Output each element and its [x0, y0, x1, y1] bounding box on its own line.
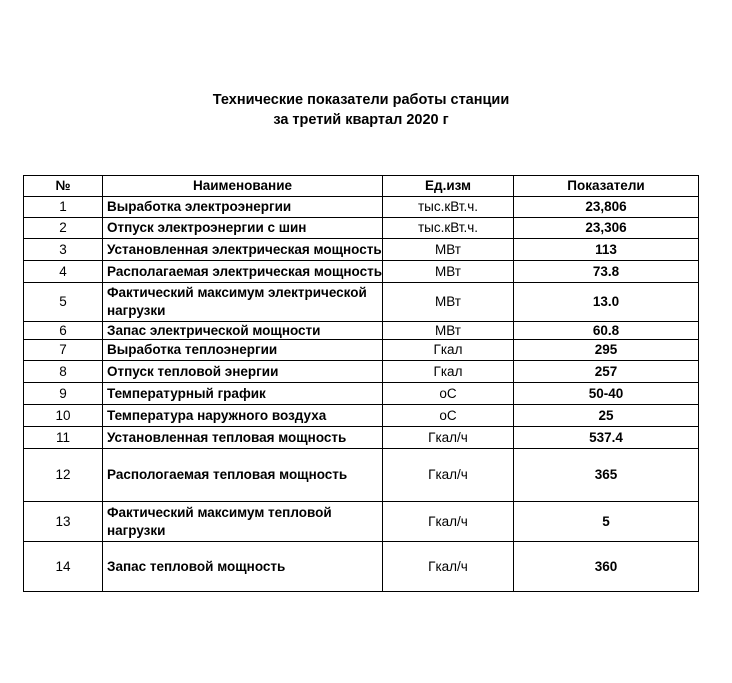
table-row [24, 261, 699, 283]
page-title: Технические показатели работы станции [212, 92, 510, 108]
page-subtitle: за третий квартал 2020 г [273, 112, 449, 128]
row-value: 257 [514, 361, 699, 383]
row-name: Выработка теплоэнергии [103, 340, 383, 361]
row-num: 7 [24, 340, 103, 361]
row-unit: МВт [383, 239, 514, 261]
row-num: 9 [24, 383, 103, 405]
row-num: 13 [24, 502, 103, 542]
table-row [24, 340, 699, 361]
header-name: Наименование [103, 176, 383, 197]
row-num: 14 [24, 542, 103, 592]
table-row [24, 239, 699, 261]
row-value: 73.8 [514, 261, 699, 283]
row-unit: Гкал/ч [383, 427, 514, 449]
row-value: 25 [514, 405, 699, 427]
row-value: 13.0 [514, 283, 699, 322]
row-unit: оС [383, 405, 514, 427]
row-name: Запас электрической мощности [103, 322, 383, 340]
row-name: Распологаемая тепловая мощность [103, 449, 383, 502]
row-name: Располагаемая электрическая мощность [103, 261, 383, 283]
row-num: 2 [24, 218, 103, 239]
row-num: 1 [24, 197, 103, 218]
row-value: 23,806 [514, 197, 699, 218]
row-value: 60.8 [514, 322, 699, 340]
row-num: 3 [24, 239, 103, 261]
row-num: 12 [24, 449, 103, 502]
row-num: 6 [24, 322, 103, 340]
table-row [24, 405, 699, 427]
row-name: Отпуск тепловой энергии [103, 361, 383, 383]
row-name: Температурный график [103, 383, 383, 405]
row-num: 5 [24, 283, 103, 322]
header-unit: Ед.изм [383, 176, 514, 197]
table-row [24, 383, 699, 405]
row-unit: МВт [383, 261, 514, 283]
row-unit: Гкал/ч [383, 449, 514, 502]
row-value: 295 [514, 340, 699, 361]
row-value: 23,306 [514, 218, 699, 239]
row-value: 5 [514, 502, 699, 542]
table-row [24, 283, 699, 322]
row-unit: тыс.кВт.ч. [383, 218, 514, 239]
row-unit: МВт [383, 283, 514, 322]
table-row [24, 197, 699, 218]
table-row [24, 427, 699, 449]
row-name: Температура наружного воздуха [103, 405, 383, 427]
table-header-row [24, 176, 699, 197]
row-num: 11 [24, 427, 103, 449]
row-unit: Гкал/ч [383, 502, 514, 542]
row-name: Выработка электроэнергии [103, 197, 383, 218]
row-name: Фактический максимум электрической нагрузки [103, 283, 383, 322]
indicators-table [23, 175, 699, 592]
row-num: 10 [24, 405, 103, 427]
row-name: Установленная тепловая мощность [103, 427, 383, 449]
row-unit: оС [383, 383, 514, 405]
table-row [24, 542, 699, 592]
row-name: Установленная электрическая мощность [103, 239, 383, 261]
row-value: 360 [514, 542, 699, 592]
row-name: Фактический максимум тепловой нагрузки [103, 502, 383, 542]
row-num: 8 [24, 361, 103, 383]
row-value: 537.4 [514, 427, 699, 449]
table-row [24, 361, 699, 383]
table-row [24, 218, 699, 239]
table-row [24, 449, 699, 502]
row-value: 50-40 [514, 383, 699, 405]
header-value: Показатели [514, 176, 699, 197]
row-unit: Гкал [383, 340, 514, 361]
row-unit: МВт [383, 322, 514, 340]
header-num: № [24, 176, 103, 197]
row-unit: Гкал [383, 361, 514, 383]
row-value: 365 [514, 449, 699, 502]
row-unit: Гкал/ч [383, 542, 514, 592]
row-num: 4 [24, 261, 103, 283]
table-row [24, 322, 699, 340]
row-value: 113 [514, 239, 699, 261]
row-name: Отпуск электроэнергии с шин [103, 218, 383, 239]
row-unit: тыс.кВт.ч. [383, 197, 514, 218]
table-row [24, 502, 699, 542]
row-name: Запас тепловой мощность [103, 542, 383, 592]
